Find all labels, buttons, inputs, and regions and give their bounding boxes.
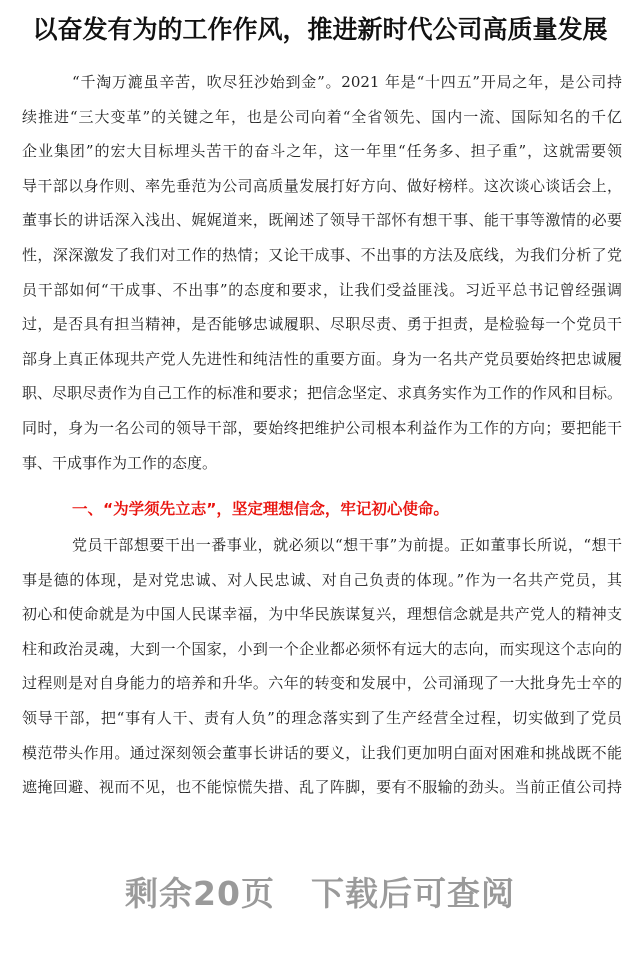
text-line: 过程则是对自身能力的培养和升华。六年的转变和发展中，公司涌现了一大批身先士卒的 xyxy=(22,674,622,693)
text-line: “千淘万漉虽辛苦，吹尽狂沙始到金”。2021 年是“十四五”开局之年，是公司持 xyxy=(72,73,622,91)
paragraph-2 xyxy=(22,528,622,805)
download-to-read-label: 下载后可查阅 xyxy=(310,874,515,913)
remaining-pages-label: 剩余20页 xyxy=(125,874,275,913)
text-line: 过，是否具有担当精神，是否能够忠诚履职、尽职尽责、勇于担责，是检验每一个党员干 xyxy=(22,315,622,334)
section-heading: 一、“为学须先立志”，坚定理想信念，牢记初心使命。 xyxy=(72,500,449,518)
document-title: 以奋发有为的工作作风，推进新时代公司高质量发展 xyxy=(32,15,608,44)
text-line: 领导干部，把“事有人干、责有人负”的理念落实到了生产经营全过程，切实做到了党员 xyxy=(22,708,622,727)
text-line: 性，深深激发了我们对工作的热情；又论干成事、不出事的方法及底线，为我们分析了党 xyxy=(22,245,622,264)
text-line: 导干部以身作则、率先垂范为公司高质量发展打好方向、做好榜样。这次谈心谈话会上， xyxy=(22,176,622,195)
text-line: 事、干成事作为工作的态度。 xyxy=(22,453,218,472)
text-line: 部身上真正体现共产党人先进性和纯洁性的重要方面。身为一名共产党员要始终把忠诚履 xyxy=(22,349,622,368)
text-line: 续推进“三大变革”的关键之年，也是公司向着“全省领先、国内一流、国际知名的千亿 xyxy=(22,107,622,126)
text-line: 董事长的讲话深入浅出、娓娓道来，既阐述了领导干部怀有想干事、能干事等激情的必要 xyxy=(22,211,622,230)
download-watermark[interactable] xyxy=(0,868,640,915)
text-line: 初心和使命就是为中国人民谋幸福，为中华民族谋复兴，理想信念就是共产党人的精神支 xyxy=(22,605,622,624)
paragraph-1 xyxy=(22,65,622,480)
text-line: 柱和政治灵魂，大到一个国家，小到一个企业都必须怀有远大的志向，而实现这个志向的 xyxy=(22,639,622,658)
text-line: 事是德的体现，是对党忠诚、对人民忠诚、对自己负责的体现。”作为一名共产党员，其 xyxy=(22,570,622,589)
text-line: 模范带头作用。通过深刻领会董事长讲话的要义，让我们更加明白面对困难和挑战既不能 xyxy=(22,743,622,762)
text-line: 企业集团”的宏大目标埋头苦干的奋斗之年，这一年里“任务多、担子重”，这就需要领 xyxy=(22,142,622,161)
text-line: 党员干部想要干出一番事业，就必须以“想干事”为前提。正如董事长所说，“想干 xyxy=(72,536,622,554)
text-line: 同时，身为一名公司的领导干部，要始终把维护公司根本利益作为工作的方向；要把能干 xyxy=(22,418,622,437)
text-line: 员干部如何“干成事、不出事”的态度和要求，让我们受益匪浅。习近平总书记曾经强调 xyxy=(22,280,622,299)
text-line: 遮掩回避、视而不见，也不能惊慌失措、乱了阵脚，要有不服输的劲头。当前正值公司持 xyxy=(22,778,622,797)
text-line: 职、尽职尽责作为自己工作的标准和要求；把信念坚定、求真务实作为工作的作风和目标。 xyxy=(22,384,623,403)
